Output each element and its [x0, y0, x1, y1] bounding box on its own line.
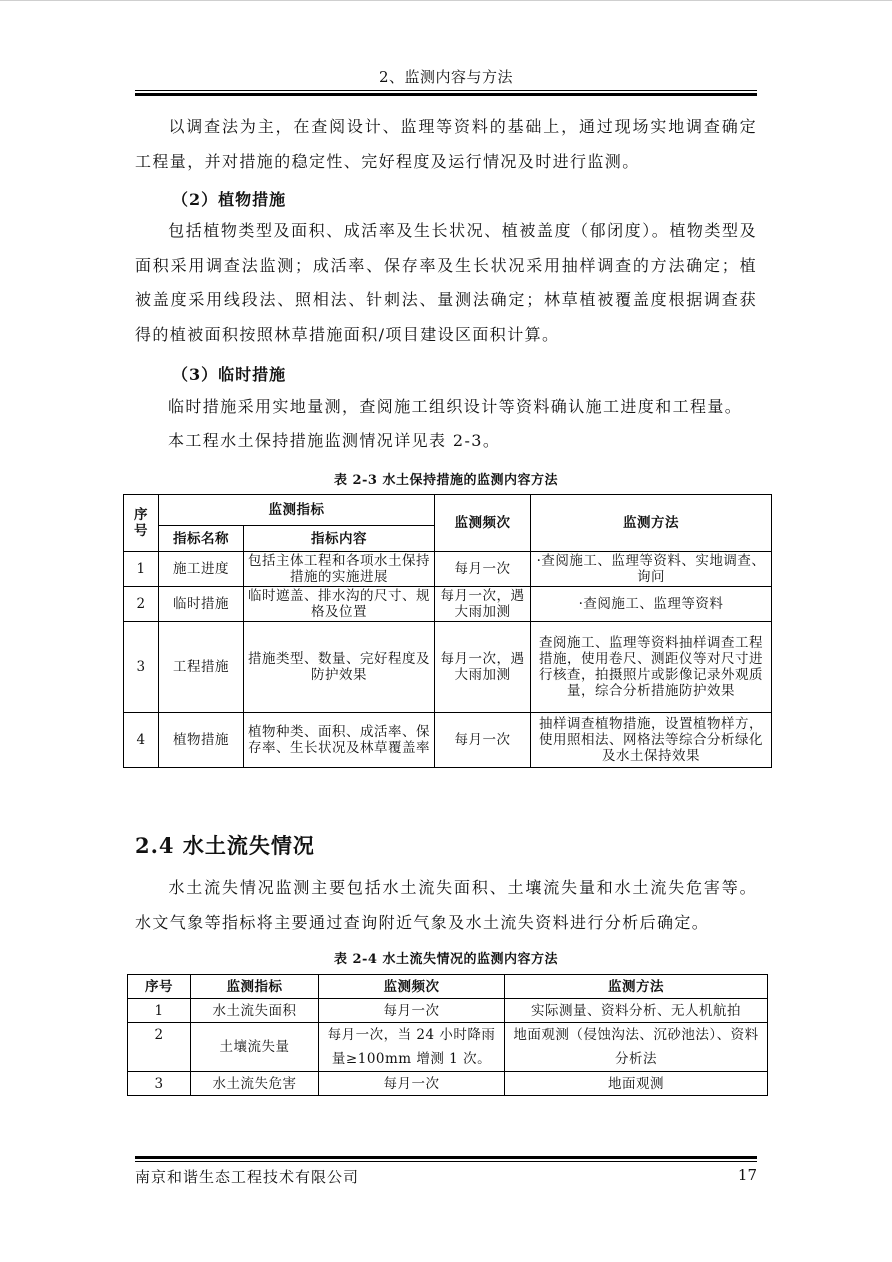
cell-frequency: 每月一次，当 24 小时降雨量≥100mm 增测 1 次。 [319, 1023, 505, 1072]
table-2-3-caption: 表 2-3 水土保持措施的监测内容方法 [333, 473, 559, 488]
table-row [124, 552, 772, 587]
cell-content: 措施类型、数量、完好程度及防护效果 [244, 622, 435, 713]
cell-frequency: 每月一次 [435, 552, 531, 587]
cell-frequency: 每月一次，遇大雨加测 [435, 587, 531, 622]
footer-rule-thin [135, 1161, 757, 1162]
cell-method: 地面观测 [505, 1072, 768, 1096]
cell-seq: 1 [124, 552, 159, 587]
section-heading-2-4: 2.4 水土流失情况 [135, 833, 315, 858]
header-rule-thin [135, 90, 757, 91]
cell-method: ·查阅施工、监理等资料 [531, 587, 772, 622]
cell-method: 地面观测（侵蚀沟法、沉砂池法）、资料分析法 [505, 1023, 768, 1072]
cell-seq: 3 [124, 622, 159, 713]
subheading-plant-measures: （2）植物措施 [172, 190, 287, 209]
cell-method: ·查阅施工、监理等资料、实地调查、询问 [531, 552, 772, 587]
cell-content: 包括主体工程和各项水土保持措施的实施进展 [244, 552, 435, 587]
cell-name: 施工进度 [159, 552, 244, 587]
table-header-indicator-name: 指标名称 [159, 526, 244, 552]
table-header-method: 监测方法 [531, 495, 772, 552]
paragraph-soil-erosion: 水土流失情况监测主要包括水土流失面积、土壤流失量和水土流失危害等。水文气象等指标将主要通过查询附近气象及水土流失资料进行分析后确定。 [135, 878, 757, 932]
cell-name: 临时措施 [159, 587, 244, 622]
footer-company: 南京和谐生态工程技术有限公司 [135, 1168, 360, 1186]
table-row [124, 622, 772, 713]
table-2-4 [127, 974, 768, 1096]
cell-content: 临时遮盖、排水沟的尺寸、规格及位置 [244, 587, 435, 622]
table-header-frequency: 监测频次 [319, 975, 505, 999]
table-header-indicator: 监测指标 [191, 975, 319, 999]
cell-indicator: 土壤流失量 [191, 1023, 319, 1072]
table-header-method: 监测方法 [505, 975, 768, 999]
cell-seq: 4 [124, 713, 159, 768]
paragraph-engineering-measures: 以调查法为主，在查阅设计、监理等资料的基础上，通过现场实地调查确定工程量，并对措施的稳定性、完好程度及运行情况及时进行监测。 [135, 117, 757, 171]
cell-content: 植物种类、面积、成活率、保存率、生长状况及林草覆盖率 [244, 713, 435, 768]
paragraph-table-reference: 本工程水土保持措施监测情况详见表 2-3。 [168, 431, 501, 450]
table-row [124, 587, 772, 622]
cell-seq: 2 [124, 587, 159, 622]
paragraph-temporary-measures: 临时措施采用实地量测，查阅施工组织设计等资料确认施工进度和工程量。 [168, 397, 743, 416]
table-row [124, 713, 772, 768]
cell-name: 工程措施 [159, 622, 244, 713]
cell-indicator: 水土流失危害 [191, 1072, 319, 1096]
cell-method: 实际测量、资料分析、无人机航拍 [505, 999, 768, 1023]
cell-indicator: 水土流失面积 [191, 999, 319, 1023]
page-header-title: 2、监测内容与方法 [378, 68, 514, 86]
cell-name: 植物措施 [159, 713, 244, 768]
cell-method: 抽样调查植物措施，设置植物样方，使用照相法、网格法等综合分析绿化及水土保持效果 [531, 713, 772, 768]
table-header-indicator-content: 指标内容 [244, 526, 435, 552]
table-2-3 [123, 494, 772, 768]
table-row [128, 999, 768, 1023]
cell-frequency: 每月一次 [319, 999, 505, 1023]
footer-rule-thick [135, 1156, 757, 1159]
header-rule-thick [135, 93, 757, 96]
paragraph-plant-measures: 包括植物类型及面积、成活率及生长状况、植被盖度（郁闭度）。植物类型及面积采用调查法监测；成活率、保存率及生长状况采用抽样调查的方法确定；植被盖度采用线段法、照相法、针刺法、量测法确定；林草植被覆盖度根据调查获得的植被面积按照林草措施面积/项目建设区面积计算。 [135, 221, 757, 344]
table-header-seq: 序号 [124, 495, 159, 552]
table-header-indicator: 监测指标 [159, 495, 435, 526]
cell-frequency: 每月一次，遇大雨加测 [435, 622, 531, 713]
table-row [128, 1072, 768, 1096]
table-2-4-caption: 表 2-4 水土流失情况的监测内容方法 [333, 952, 559, 967]
table-header-seq: 序号 [128, 975, 191, 999]
top-border [0, 0, 892, 1]
subheading-temporary-measures: （3）临时措施 [172, 365, 287, 384]
cell-seq: 3 [128, 1072, 191, 1096]
table-header-frequency: 监测频次 [435, 495, 531, 552]
cell-frequency: 每月一次 [319, 1072, 505, 1096]
cell-method: 查阅施工、监理等资料抽样调查工程措施，使用卷尺、测距仪等对尺寸进行核查，拍摄照片或影像记录外观质量，综合分析措施防护效果 [531, 622, 772, 713]
page-number: 17 [737, 1166, 757, 1184]
cell-seq: 1 [128, 999, 191, 1023]
cell-frequency: 每月一次 [435, 713, 531, 768]
table-row [128, 1023, 768, 1072]
cell-seq: 2 [128, 1023, 191, 1072]
